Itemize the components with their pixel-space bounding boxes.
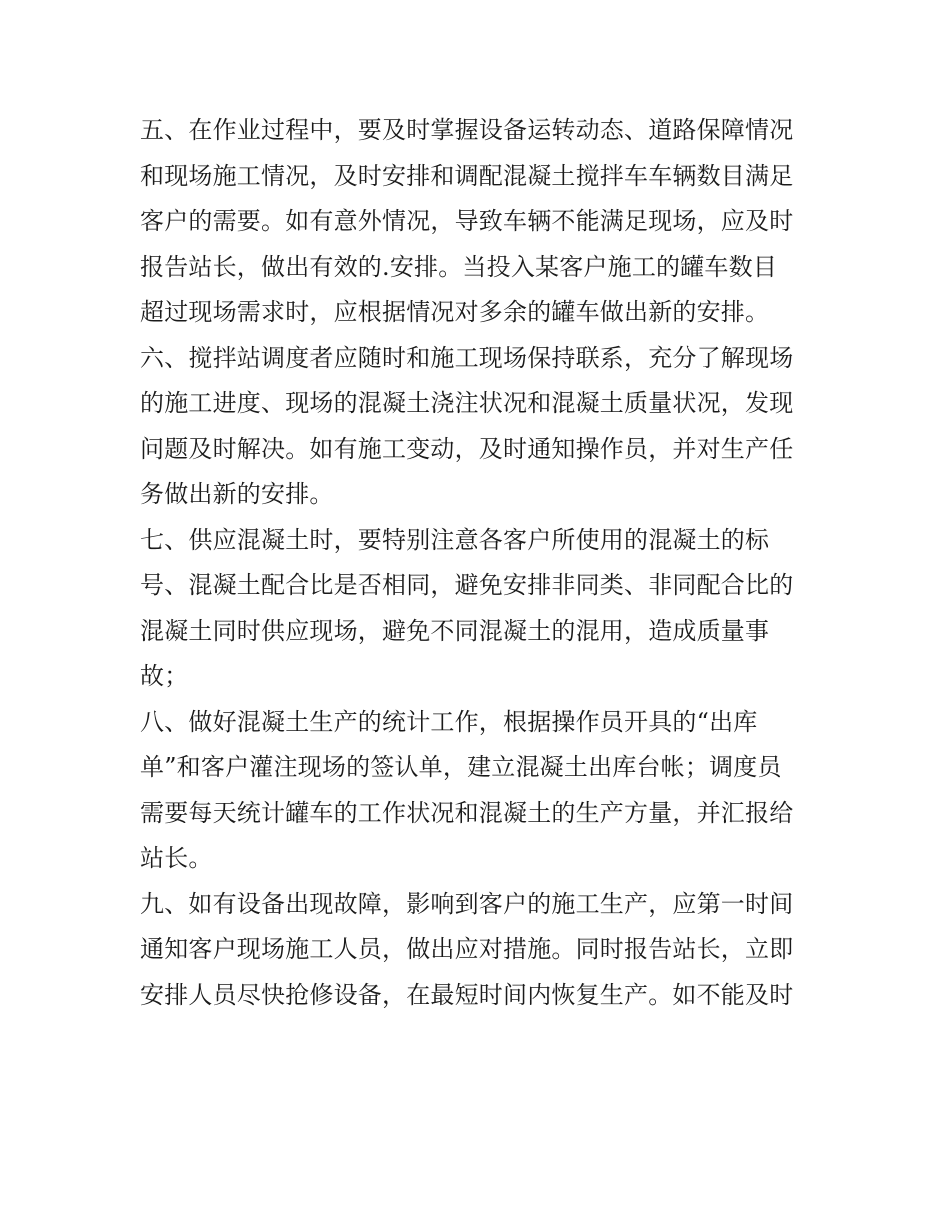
text-line: 超过现场需求时，应根据情况对多余的罐车做出新的安排。 — [140, 298, 770, 326]
text-line: 单”和客户灌注现场的签认单，建立混凝土出库台帐；调度员 — [140, 753, 782, 781]
text-line: 八、做好混凝土生产的统计工作，根据操作员开具的“出库 — [140, 707, 758, 736]
text-line: 六、搅拌站调度者应随时和施工现场保持联系，充分了解现场 — [140, 343, 794, 372]
text-line: 安排人员尽快抢修设备，在最短时间内恢复生产。如不能及时 — [140, 980, 794, 1009]
text-line: 五、在作业过程中，要及时掌握设备运转动态、道路保障情况 — [140, 116, 794, 144]
text-line: 和现场施工情况，及时安排和调配混凝土搅拌车车辆数目满足 — [140, 161, 794, 190]
text-line: 需要每天统计罐车的工作状况和混凝土的生产方量，并汇报给 — [140, 798, 794, 827]
text-line: 九、如有设备出现故障，影响到客户的施工生产，应第一时间 — [140, 889, 794, 918]
text-line: 站长。 — [140, 844, 213, 872]
text-line: 报告站长，做出有效的.安排。当投入某客户施工的罐车数目 — [140, 252, 778, 281]
text-line: 故； — [140, 662, 189, 690]
text-line: 通知客户现场施工人员，做出应对措施。同时报告站长，立即 — [140, 935, 794, 963]
text-line: 号、混凝土配合比是否相同，避免安排非同类、非同配合比的 — [140, 571, 794, 599]
document-body — [140, 108, 820, 1018]
text-line: 混凝土同时供应现场，避免不同混凝土的混用，造成质量事 — [140, 616, 770, 645]
text-line: 问题及时解决。如有施工变动，及时通知操作员，并对生产任 — [140, 434, 794, 463]
text-line: 的施工进度、现场的混凝土浇注状况和混凝土质量状况，发现 — [140, 389, 794, 417]
text-line: 务做出新的安排。 — [140, 480, 334, 508]
text-line: 七、供应混凝土时，要特别注意各客户所使用的混凝土的标 — [140, 525, 770, 554]
text-line: 客户的需要。如有意外情况，导致车辆不能满足现场，应及时 — [140, 207, 794, 235]
